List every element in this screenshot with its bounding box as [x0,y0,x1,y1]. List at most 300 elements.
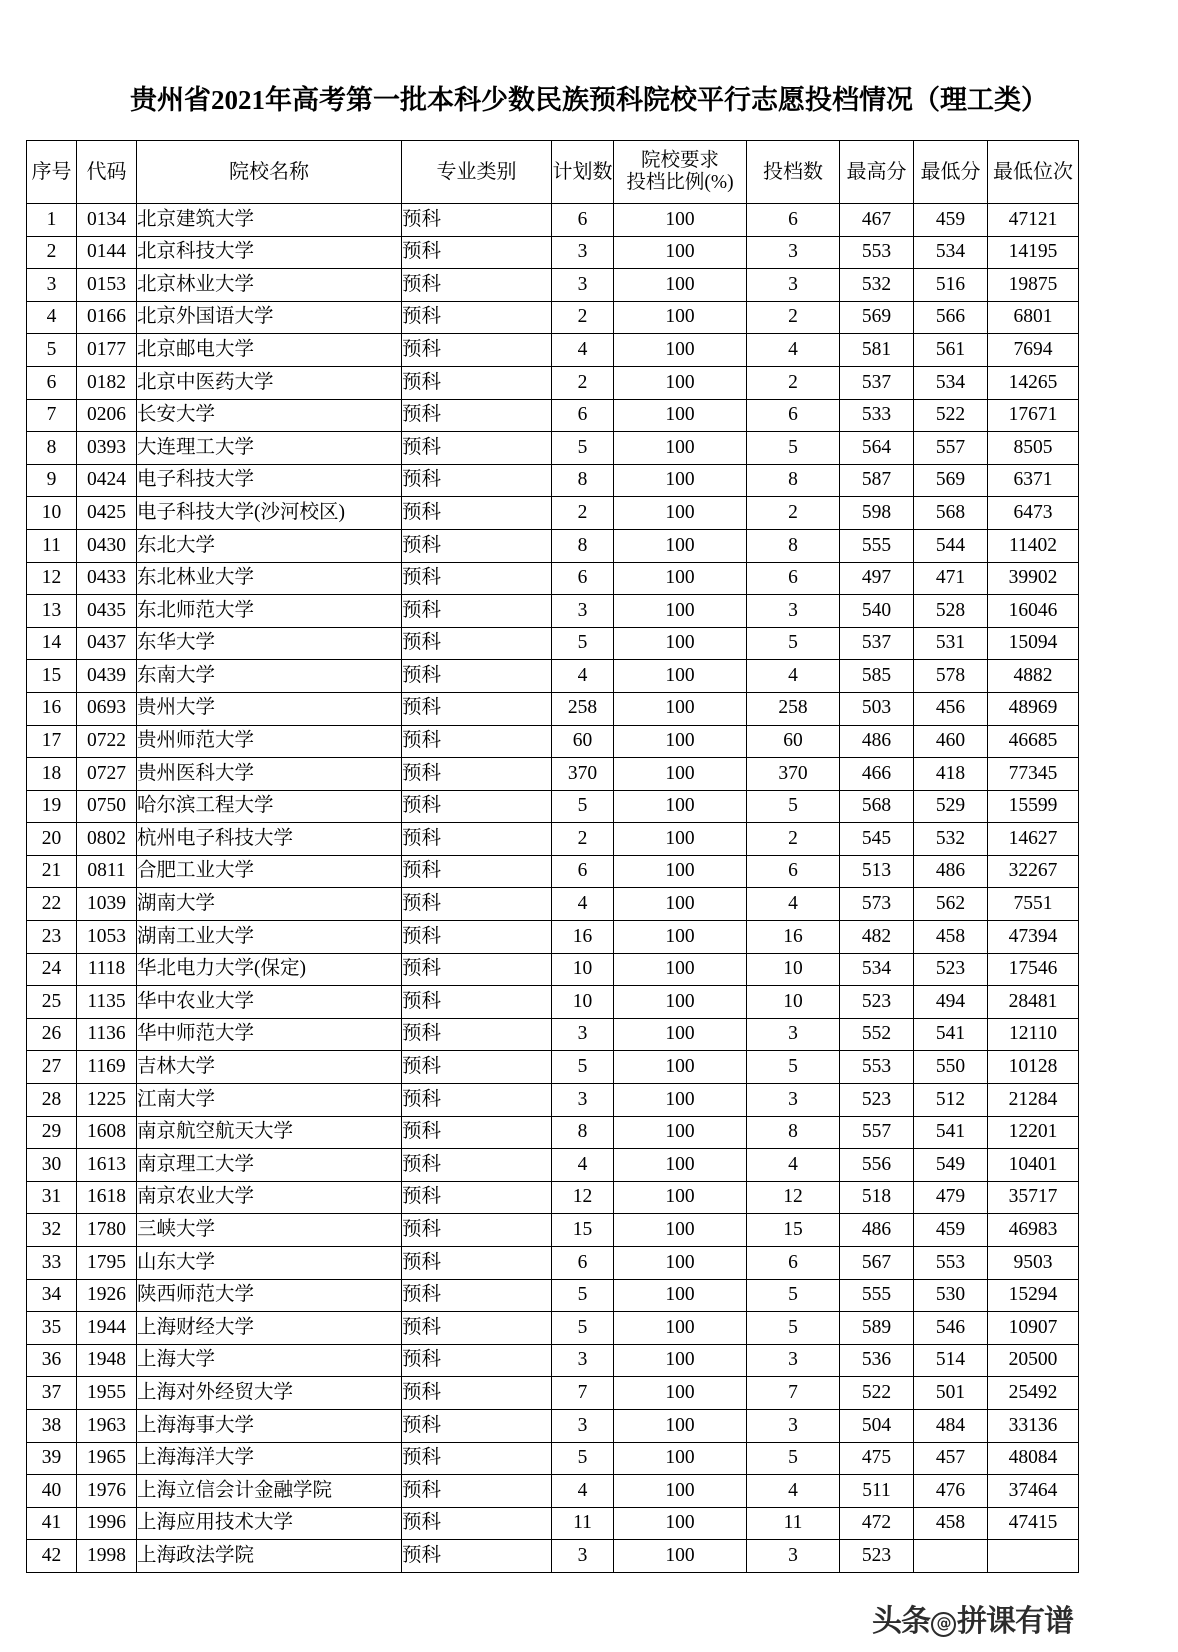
cell-major: 预科 [402,1540,552,1573]
cell-max-score: 534 [840,953,914,986]
cell-min-rank: 10907 [988,1312,1079,1345]
cell-code: 1169 [77,1051,137,1084]
cell-max-score: 523 [840,1084,914,1117]
cell-min-rank: 21284 [988,1084,1079,1117]
cell-max-score: 555 [840,529,914,562]
cell-plan: 15 [552,1214,614,1247]
cell-code: 1976 [77,1475,137,1508]
cell-ratio: 100 [614,790,747,823]
cell-submitted: 2 [747,366,840,399]
cell-min-rank: 14265 [988,366,1079,399]
table-row [27,1247,1079,1280]
cell-seq: 5 [27,334,77,367]
cell-min-rank: 7694 [988,334,1079,367]
cell-seq: 13 [27,595,77,628]
cell-min-rank: 77345 [988,758,1079,791]
watermark-at-icon: @ [931,1612,956,1637]
cell-max-score: 569 [840,301,914,334]
cell-major: 预科 [402,464,552,497]
table-row [27,1084,1079,1117]
table-row [27,1475,1079,1508]
cell-ratio: 100 [614,823,747,856]
cell-ratio: 100 [614,1084,747,1117]
table-row [27,269,1079,302]
cell-code: 1135 [77,986,137,1019]
cell-seq: 26 [27,1018,77,1051]
cell-max-score: 497 [840,562,914,595]
cell-seq: 15 [27,660,77,693]
cell-major: 预科 [402,660,552,693]
cell-max-score: 503 [840,692,914,725]
cell-major: 预科 [402,1409,552,1442]
cell-major: 预科 [402,692,552,725]
cell-ratio: 100 [614,1540,747,1573]
cell-major: 预科 [402,953,552,986]
cell-major: 预科 [402,823,552,856]
cell-plan: 5 [552,432,614,465]
cell-code: 0722 [77,725,137,758]
cell-submitted: 3 [747,595,840,628]
cell-max-score: 553 [840,236,914,269]
cell-seq: 39 [27,1442,77,1475]
cell-min-rank: 14195 [988,236,1079,269]
column-header-min-rank: 最低位次 [988,141,1079,204]
cell-min-score: 534 [914,366,988,399]
cell-submitted: 6 [747,1247,840,1280]
cell-seq: 10 [27,497,77,530]
cell-name: 湖南大学 [137,888,402,921]
cell-plan: 3 [552,595,614,628]
cell-min-rank: 17546 [988,953,1079,986]
cell-min-score: 484 [914,1409,988,1442]
cell-submitted: 8 [747,1116,840,1149]
cell-min-score: 550 [914,1051,988,1084]
cell-min-score: 534 [914,236,988,269]
table-row [27,1507,1079,1540]
cell-ratio: 100 [614,725,747,758]
cell-ratio: 100 [614,236,747,269]
table-row [27,921,1079,954]
column-header-ratio-line1: 院校要求 [640,150,719,172]
cell-submitted: 3 [747,1540,840,1573]
cell-ratio: 100 [614,399,747,432]
cell-seq: 37 [27,1377,77,1410]
cell-submitted: 7 [747,1377,840,1410]
cell-min-score: 476 [914,1475,988,1508]
cell-major: 预科 [402,1475,552,1508]
cell-submitted: 4 [747,660,840,693]
table-row [27,823,1079,856]
cell-max-score: 540 [840,595,914,628]
cell-name: 北京林业大学 [137,269,402,302]
cell-seq: 20 [27,823,77,856]
cell-code: 0134 [77,204,137,237]
cell-max-score: 537 [840,366,914,399]
cell-code: 1608 [77,1116,137,1149]
table-row [27,497,1079,530]
cell-plan: 5 [552,1279,614,1312]
cell-submitted: 6 [747,399,840,432]
cell-major: 预科 [402,399,552,432]
cell-plan: 4 [552,1475,614,1508]
cell-name: 长安大学 [137,399,402,432]
cell-ratio: 100 [614,529,747,562]
table-row [27,529,1079,562]
cell-ratio: 100 [614,1507,747,1540]
cell-major: 预科 [402,1084,552,1117]
cell-name: 上海财经大学 [137,1312,402,1345]
cell-min-rank: 6371 [988,464,1079,497]
cell-seq: 34 [27,1279,77,1312]
cell-code: 1926 [77,1279,137,1312]
cell-submitted: 4 [747,1149,840,1182]
cell-plan: 4 [552,888,614,921]
cell-code: 0433 [77,562,137,595]
cell-ratio: 100 [614,692,747,725]
cell-submitted: 5 [747,1051,840,1084]
cell-name: 北京建筑大学 [137,204,402,237]
cell-major: 预科 [402,1018,552,1051]
cell-min-score: 561 [914,334,988,367]
cell-seq: 24 [27,953,77,986]
cell-min-score: 486 [914,855,988,888]
cell-plan: 11 [552,1507,614,1540]
cell-seq: 6 [27,366,77,399]
cell-major: 预科 [402,1181,552,1214]
cell-min-score: 532 [914,823,988,856]
column-header-name: 院校名称 [137,141,402,204]
cell-min-rank: 6473 [988,497,1079,530]
column-header-submitted: 投档数 [747,141,840,204]
source-watermark [872,1596,1073,1640]
cell-min-score: 418 [914,758,988,791]
cell-submitted: 6 [747,204,840,237]
cell-code: 0750 [77,790,137,823]
cell-ratio: 100 [614,1018,747,1051]
admission-score-table [26,140,1079,1573]
cell-min-score: 516 [914,269,988,302]
cell-seq: 42 [27,1540,77,1573]
cell-code: 0153 [77,269,137,302]
cell-name: 东北师范大学 [137,595,402,628]
cell-name: 上海应用技术大学 [137,1507,402,1540]
cell-min-score: 522 [914,399,988,432]
cell-name: 大连理工大学 [137,432,402,465]
cell-ratio: 100 [614,953,747,986]
cell-code: 0802 [77,823,137,856]
cell-major: 预科 [402,529,552,562]
cell-plan: 370 [552,758,614,791]
cell-min-rank: 33136 [988,1409,1079,1442]
cell-major: 预科 [402,1344,552,1377]
cell-max-score: 589 [840,1312,914,1345]
cell-name: 南京农业大学 [137,1181,402,1214]
cell-name: 北京科技大学 [137,236,402,269]
cell-submitted: 5 [747,432,840,465]
cell-name: 东北大学 [137,529,402,562]
cell-seq: 1 [27,204,77,237]
cell-min-rank: 47394 [988,921,1079,954]
cell-max-score: 518 [840,1181,914,1214]
cell-submitted: 5 [747,627,840,660]
cell-ratio: 100 [614,1377,747,1410]
cell-name: 北京中医药大学 [137,366,402,399]
cell-submitted: 2 [747,497,840,530]
cell-seq: 3 [27,269,77,302]
cell-ratio: 100 [614,464,747,497]
cell-submitted: 15 [747,1214,840,1247]
cell-submitted: 5 [747,1312,840,1345]
cell-max-score: 523 [840,986,914,1019]
cell-submitted: 60 [747,725,840,758]
cell-name: 华中农业大学 [137,986,402,1019]
cell-ratio: 100 [614,432,747,465]
cell-min-score: 549 [914,1149,988,1182]
cell-plan: 7 [552,1377,614,1410]
cell-max-score: 555 [840,1279,914,1312]
cell-submitted: 8 [747,529,840,562]
cell-min-rank [988,1540,1079,1573]
cell-plan: 2 [552,366,614,399]
cell-submitted: 6 [747,855,840,888]
cell-name: 上海大学 [137,1344,402,1377]
cell-ratio: 100 [614,758,747,791]
cell-submitted: 6 [747,562,840,595]
cell-min-score: 460 [914,725,988,758]
table-row [27,1018,1079,1051]
cell-min-rank: 47121 [988,204,1079,237]
cell-max-score: 467 [840,204,914,237]
cell-ratio: 100 [614,301,747,334]
table-row [27,1116,1079,1149]
table-row [27,1540,1079,1573]
cell-min-rank: 48084 [988,1442,1079,1475]
cell-code: 1613 [77,1149,137,1182]
cell-min-score: 514 [914,1344,988,1377]
cell-min-rank: 39902 [988,562,1079,595]
cell-major: 预科 [402,1247,552,1280]
cell-min-score: 546 [914,1312,988,1345]
cell-major: 预科 [402,758,552,791]
cell-plan: 6 [552,562,614,595]
cell-name: 华中师范大学 [137,1018,402,1051]
cell-code: 1136 [77,1018,137,1051]
cell-plan: 6 [552,204,614,237]
cell-min-score: 459 [914,1214,988,1247]
cell-name: 山东大学 [137,1247,402,1280]
cell-submitted: 8 [747,464,840,497]
cell-min-score: 541 [914,1018,988,1051]
cell-major: 预科 [402,204,552,237]
table-row [27,1214,1079,1247]
cell-seq: 4 [27,301,77,334]
cell-name: 湖南工业大学 [137,921,402,954]
cell-name: 上海海事大学 [137,1409,402,1442]
cell-major: 预科 [402,921,552,954]
cell-seq: 2 [27,236,77,269]
cell-min-rank: 19875 [988,269,1079,302]
cell-max-score: 556 [840,1149,914,1182]
cell-min-score: 501 [914,1377,988,1410]
cell-code: 1965 [77,1442,137,1475]
cell-max-score: 523 [840,1540,914,1573]
cell-major: 预科 [402,1312,552,1345]
cell-seq: 25 [27,986,77,1019]
cell-seq: 23 [27,921,77,954]
table-row [27,1312,1079,1345]
cell-min-score: 458 [914,1507,988,1540]
cell-major: 预科 [402,790,552,823]
cell-submitted: 3 [747,1344,840,1377]
cell-seq: 9 [27,464,77,497]
cell-plan: 5 [552,627,614,660]
cell-submitted: 16 [747,921,840,954]
table-row [27,464,1079,497]
cell-min-score [914,1540,988,1573]
cell-seq: 28 [27,1084,77,1117]
cell-max-score: 504 [840,1409,914,1442]
cell-name: 吉林大学 [137,1051,402,1084]
cell-max-score: 585 [840,660,914,693]
cell-min-rank: 28481 [988,986,1079,1019]
cell-ratio: 100 [614,888,747,921]
table-row [27,758,1079,791]
cell-submitted: 3 [747,269,840,302]
cell-seq: 14 [27,627,77,660]
cell-major: 预科 [402,562,552,595]
cell-name: 合肥工业大学 [137,855,402,888]
table-row [27,432,1079,465]
table-row [27,1279,1079,1312]
cell-max-score: 567 [840,1247,914,1280]
cell-seq: 41 [27,1507,77,1540]
cell-plan: 5 [552,1312,614,1345]
cell-name: 上海立信会计金融学院 [137,1475,402,1508]
cell-min-score: 494 [914,986,988,1019]
cell-name: 东北林业大学 [137,562,402,595]
cell-min-rank: 32267 [988,855,1079,888]
cell-plan: 8 [552,1116,614,1149]
cell-min-rank: 25492 [988,1377,1079,1410]
table-row [27,725,1079,758]
cell-code: 0393 [77,432,137,465]
cell-max-score: 564 [840,432,914,465]
cell-code: 0182 [77,366,137,399]
cell-name: 贵州师范大学 [137,725,402,758]
cell-min-score: 512 [914,1084,988,1117]
cell-submitted: 5 [747,1279,840,1312]
cell-plan: 4 [552,334,614,367]
cell-max-score: 511 [840,1475,914,1508]
cell-name: 上海海洋大学 [137,1442,402,1475]
cell-seq: 36 [27,1344,77,1377]
cell-min-rank: 37464 [988,1475,1079,1508]
cell-name: 北京外国语大学 [137,301,402,334]
cell-plan: 5 [552,1051,614,1084]
cell-code: 1996 [77,1507,137,1540]
cell-code: 0424 [77,464,137,497]
cell-code: 1118 [77,953,137,986]
cell-max-score: 486 [840,725,914,758]
cell-max-score: 598 [840,497,914,530]
cell-min-score: 458 [914,921,988,954]
cell-name: 上海政法学院 [137,1540,402,1573]
cell-ratio: 100 [614,1344,747,1377]
cell-major: 预科 [402,595,552,628]
cell-max-score: 486 [840,1214,914,1247]
cell-major: 预科 [402,334,552,367]
admission-table-container [26,140,1078,1573]
cell-min-rank: 16046 [988,595,1079,628]
cell-min-score: 553 [914,1247,988,1280]
cell-seq: 29 [27,1116,77,1149]
cell-plan: 3 [552,1084,614,1117]
table-row [27,986,1079,1019]
cell-code: 0693 [77,692,137,725]
cell-max-score: 466 [840,758,914,791]
cell-min-rank: 15599 [988,790,1079,823]
cell-major: 预科 [402,366,552,399]
cell-ratio: 100 [614,1051,747,1084]
cell-max-score: 545 [840,823,914,856]
cell-major: 预科 [402,986,552,1019]
cell-max-score: 587 [840,464,914,497]
cell-code: 0811 [77,855,137,888]
column-header-max-score: 最高分 [840,141,914,204]
cell-plan: 3 [552,236,614,269]
cell-submitted: 5 [747,790,840,823]
cell-min-rank: 12110 [988,1018,1079,1051]
cell-major: 预科 [402,269,552,302]
table-row [27,888,1079,921]
cell-max-score: 573 [840,888,914,921]
table-row [27,1051,1079,1084]
watermark-handle: 拼课有谱 [957,1604,1073,1639]
table-row [27,204,1079,237]
table-header [27,141,1079,204]
table-row [27,1149,1079,1182]
cell-ratio: 100 [614,334,747,367]
table-row [27,595,1079,628]
cell-min-rank: 11402 [988,529,1079,562]
table-row [27,1181,1079,1214]
cell-max-score: 482 [840,921,914,954]
cell-min-rank: 7551 [988,888,1079,921]
cell-major: 预科 [402,1279,552,1312]
table-row [27,660,1079,693]
cell-seq: 40 [27,1475,77,1508]
watermark-prefix: 头条 [872,1604,930,1639]
cell-ratio: 100 [614,986,747,1019]
cell-name: 陕西师范大学 [137,1279,402,1312]
cell-name: 电子科技大学 [137,464,402,497]
cell-seq: 18 [27,758,77,791]
cell-submitted: 3 [747,1409,840,1442]
cell-plan: 3 [552,1409,614,1442]
cell-major: 预科 [402,725,552,758]
cell-code: 0727 [77,758,137,791]
column-header-code: 代码 [77,141,137,204]
cell-submitted: 4 [747,888,840,921]
cell-min-score: 544 [914,529,988,562]
cell-submitted: 3 [747,1018,840,1051]
cell-major: 预科 [402,1507,552,1540]
cell-major: 预科 [402,1377,552,1410]
cell-min-score: 566 [914,301,988,334]
cell-seq: 30 [27,1149,77,1182]
table-row [27,855,1079,888]
cell-major: 预科 [402,888,552,921]
